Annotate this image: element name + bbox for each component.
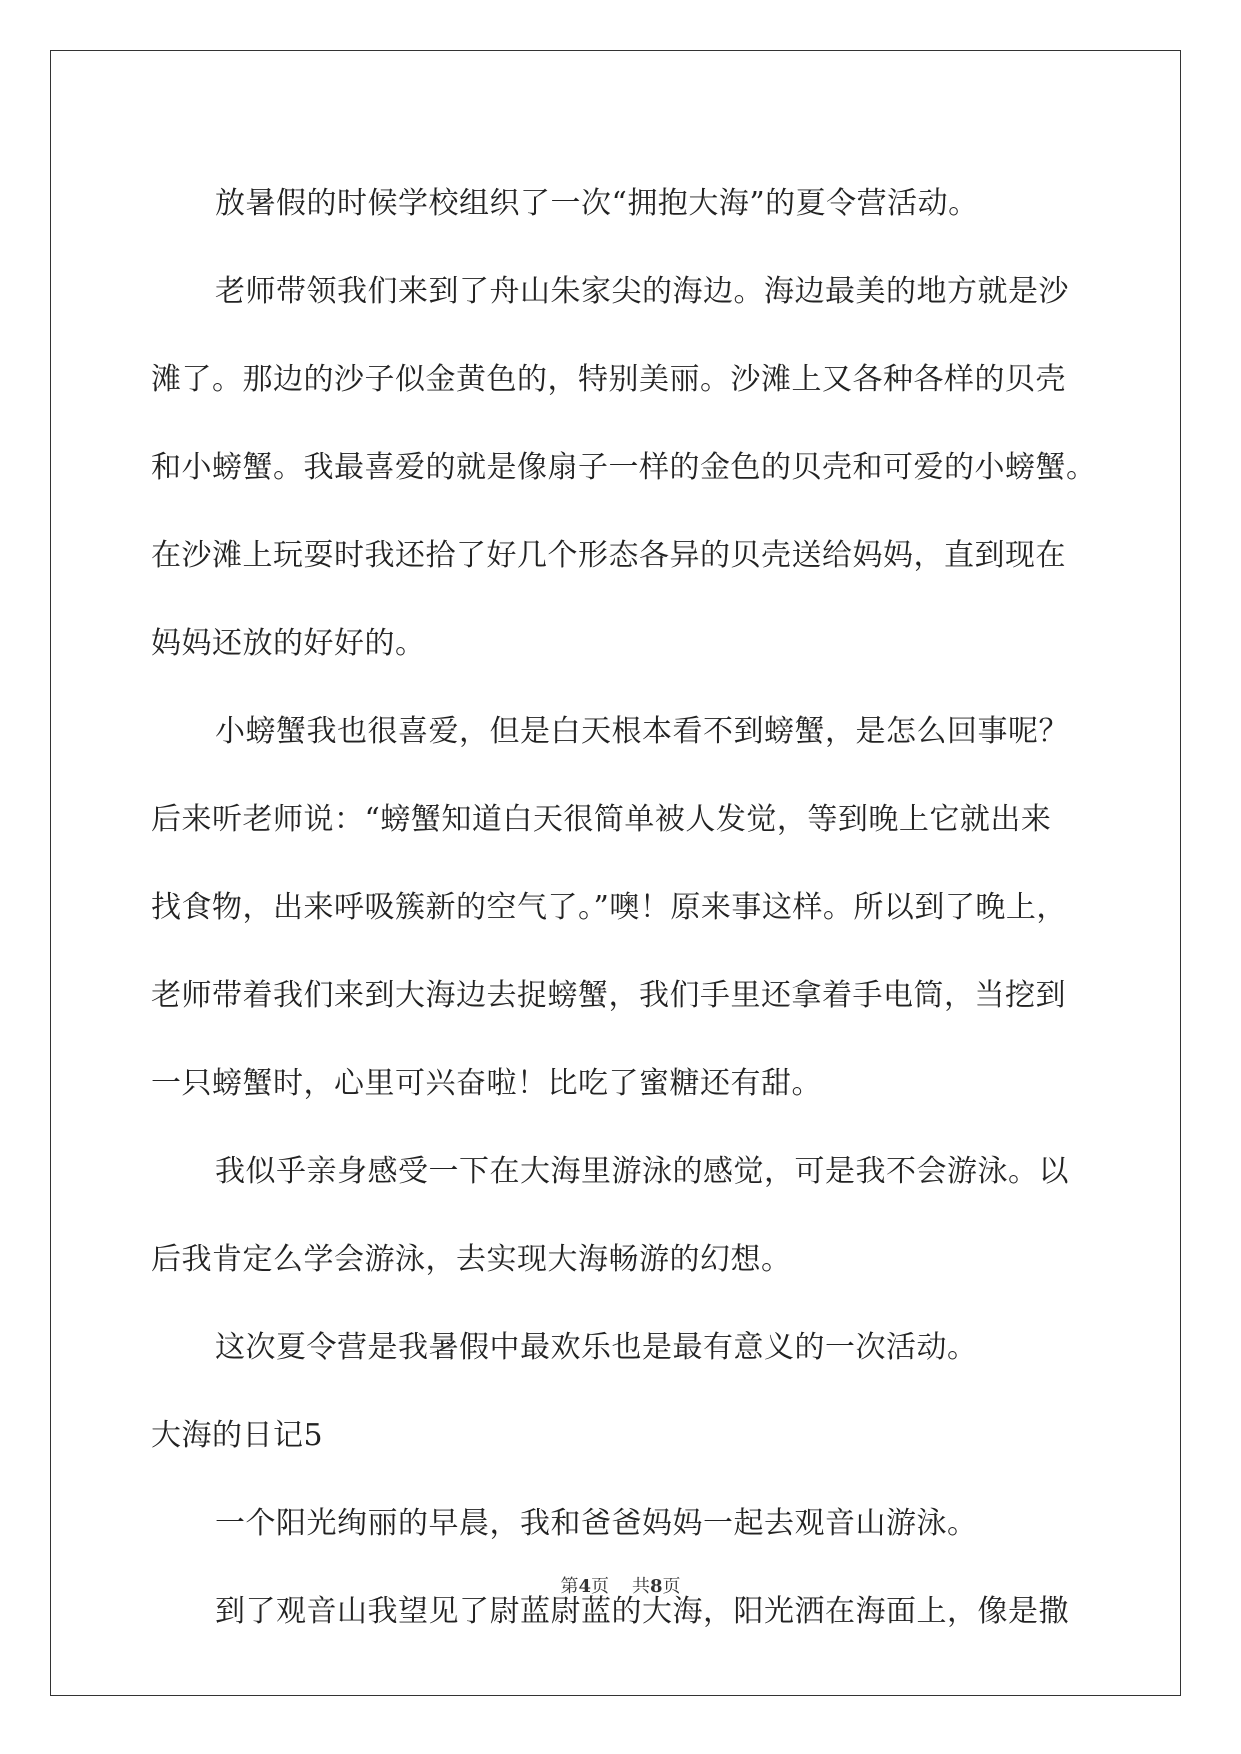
paragraph-line: 小螃蟹我也很喜爱，但是白天根本看不到螃蟹，是怎么回事呢？ [215, 714, 1069, 749]
paragraph-line: 一只螃蟹时，心里可兴奋啦！比吃了蜜糖还有甜。 [151, 1066, 822, 1101]
paragraph-line: 和小螃蟹。我最喜爱的就是像扇子一样的金色的贝壳和可爱的小螃蟹。 [151, 450, 1097, 485]
document-body [151, 160, 1097, 1656]
paragraph-line: 在沙滩上玩耍时我还拾了好几个形态各异的贝壳送给妈妈，直到现在 [151, 538, 1066, 573]
paragraph-line: 这次夏令营是我暑假中最欢乐也是最有意义的一次活动。 [215, 1330, 978, 1365]
page-suffix: 页 [591, 1576, 610, 1597]
paragraph-line: 后来听老师说：“螃蟹知道白天很简单被人发觉，等到晚上它就出来 [151, 802, 1052, 837]
paragraph-line: 找食物，出来呼吸簇新的空气了。”噢！原来事这样。所以到了晚上， [151, 890, 1067, 925]
paragraph-line: 妈妈还放的好好的。 [151, 626, 426, 661]
total-suffix: 页 [662, 1576, 681, 1597]
paragraph-line: 放暑假的时候学校组织了一次“拥抱大海”的夏令营活动。 [215, 186, 979, 221]
page-number: 4 [578, 1576, 592, 1597]
paragraph-line: 后我肯定么学会游泳，去实现大海畅游的幻想。 [151, 1242, 792, 1277]
paragraph-line: 老师带着我们来到大海边去捉螃蟹，我们手里还拿着手电筒，当挖到 [151, 978, 1066, 1013]
total-prefix: 共 [631, 1576, 650, 1597]
page-prefix: 第 [560, 1576, 579, 1597]
section-heading: 大海的日记5 [151, 1418, 324, 1453]
paragraph-line: 滩了。那边的沙子似金黄色的，特别美丽。沙滩上又各种各样的贝壳 [151, 362, 1066, 397]
total-pages: 8 [649, 1576, 663, 1597]
page-footer [0, 1572, 1241, 1598]
paragraph-line: 老师带领我们来到了舟山朱家尖的海边。海边最美的地方就是沙 [215, 274, 1069, 309]
paragraph-line: 一个阳光绚丽的早晨，我和爸爸妈妈一起去观音山游泳。 [215, 1506, 978, 1541]
paragraph-line: 我似乎亲身感受一下在大海里游泳的感觉，可是我不会游泳。以 [215, 1154, 1069, 1189]
paragraph-line: 到了观音山我望见了尉蓝尉蓝的大海，阳光洒在海面上，像是撒 [215, 1594, 1069, 1629]
